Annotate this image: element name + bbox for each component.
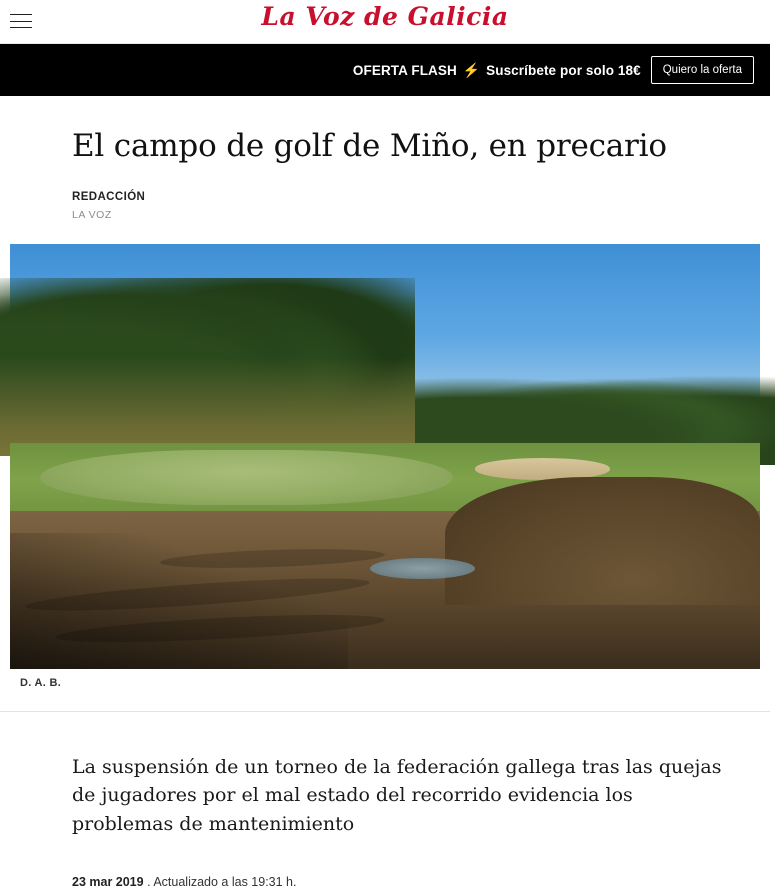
subscribe-offer-button[interactable]: Quiero la oferta — [651, 56, 754, 84]
article-lede: La suspensión de un torneo de la federación gallega tras las quejas de jugadores por el mal estado del recorrido evidencia los problemas de mantenimiento — [72, 755, 722, 835]
article-dateline — [0, 857, 770, 889]
promo-label: OFERTA FLASH — [352, 62, 457, 78]
photo-earth-mound — [445, 477, 760, 605]
promo-banner — [0, 44, 770, 96]
photo-shadow — [10, 533, 348, 669]
byline-organization: LA VOZ — [72, 208, 112, 221]
photo-treeline-left — [0, 278, 415, 457]
hamburger-menu-icon[interactable] — [10, 14, 32, 28]
promo-offer: Suscríbete por solo 18€ — [486, 62, 641, 78]
site-masthead — [0, 0, 770, 44]
article-headline: El campo de golf de Miño, en precario — [72, 128, 667, 164]
hamburger-bar — [10, 14, 32, 15]
photo-credit: D. A. B. — [20, 676, 62, 689]
promo-text — [353, 62, 641, 79]
byline-author: REDACCIÓN — [72, 190, 146, 203]
site-logo[interactable]: La Voz de Galicia — [261, 2, 509, 31]
byline — [0, 165, 770, 224]
photo-bunker — [475, 458, 610, 479]
article-container — [0, 96, 770, 889]
updated-time: . Actualizado a las 19:31 h. — [147, 875, 297, 889]
photo-putting-green — [40, 450, 453, 505]
hamburger-bar — [10, 21, 32, 22]
lightning-bolt-icon: ⚡ — [462, 61, 481, 78]
article-photo-wrapper — [10, 244, 760, 689]
article-body-divider — [0, 711, 770, 889]
publish-date: 23 mar 2019 — [72, 875, 144, 889]
article-photo — [10, 244, 760, 669]
hamburger-bar — [10, 27, 32, 28]
